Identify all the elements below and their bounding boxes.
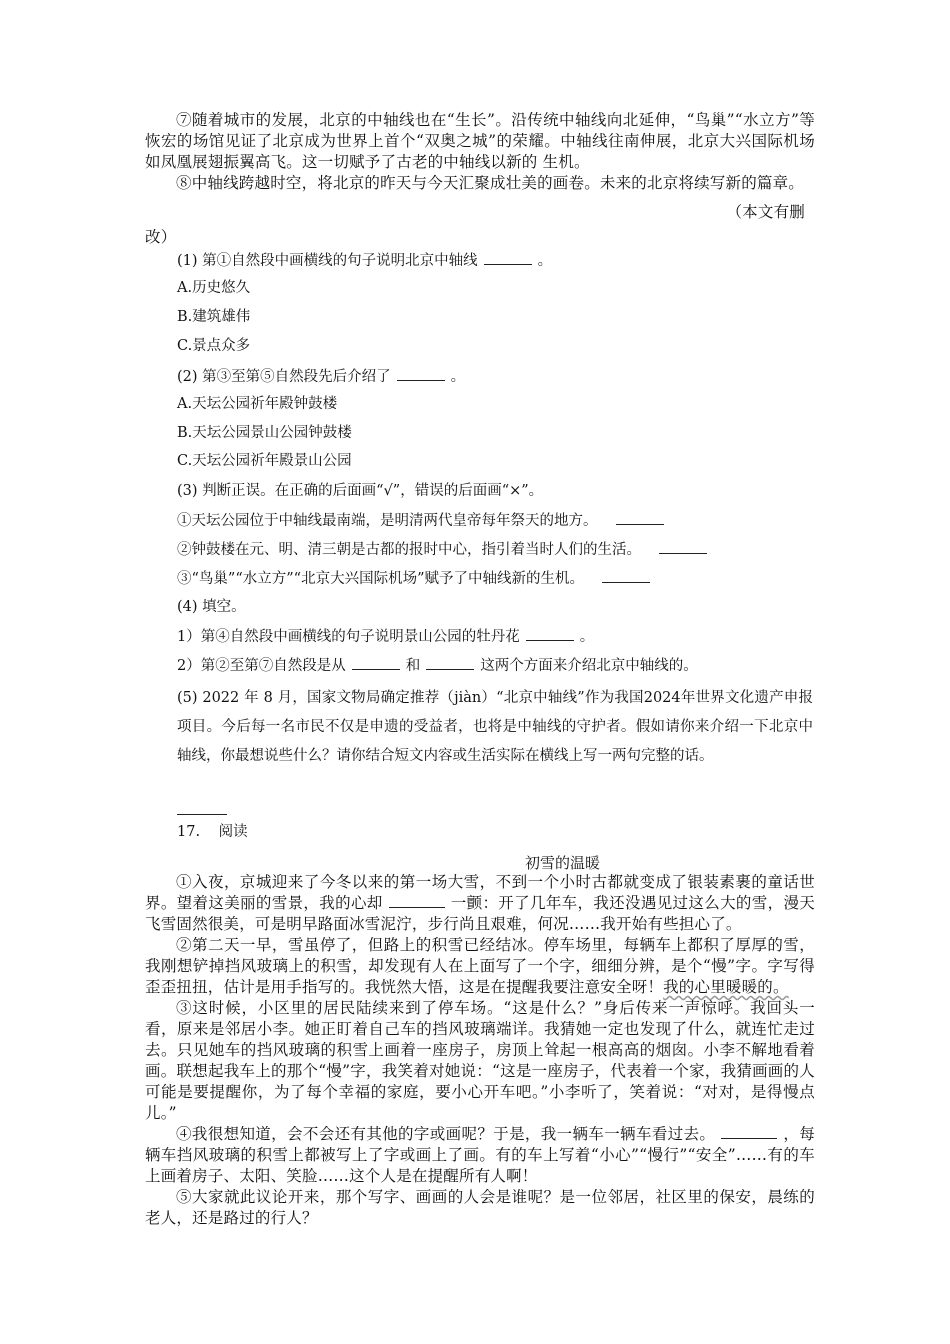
option-c: C.景点众多 (177, 338, 251, 354)
source-note-2: 改） (145, 228, 177, 246)
option-b: B.天坛公园景山公园钟鼓楼 (177, 425, 352, 441)
article-paragraph-2: ②第二天一早，雪虽停了，但路上的积雪已经结冰。停车场里，每辆车上都积了厚厚的雪，我刚想铲掉挡风玻璃上的积雪，却发现有人在上面写了一个字，细细分辨，是个“慢”字。字写得歪歪扭扭，估计是用手指写的。我恍然大悟，这是在提醒我要注意安全呀！我的心里暖暖的。 (145, 936, 815, 996)
answer-blank[interactable] (721, 1124, 777, 1139)
wavy-underlined-sentence: 我的心里暖暖的。 (663, 978, 789, 996)
judgement-item-1: ①天坛公园位于中轴线最南端，是明清两代皇帝每年祭天的地方。 (177, 510, 670, 531)
answer-blank[interactable] (526, 626, 574, 641)
question-3: (3) 判断正误。在正确的后面画“√”，错误的后面画“×”。 (177, 483, 544, 499)
article-body (145, 872, 815, 1229)
paragraph-8: ⑧中轴线跨越时空，将北京的昨天与今天汇聚成壮美的画卷。未来的北京将续写新的篇章。 (176, 174, 805, 192)
question-2: (2) 第③至第⑤自然段先后介绍了 。 (177, 366, 465, 387)
option-c: C.天坛公园祈年殿景山公园 (177, 453, 352, 469)
option-b: B.建筑雄伟 (177, 309, 251, 325)
option-a: A.天坛公园祈年殿钟鼓楼 (177, 396, 338, 412)
article-paragraph-4: ④我很想知道，会不会还有其他的字或画呢？于是，我一辆车一辆车看过去。 ，每辆车挡风玻璃的积雪上都被写上了字或画上了画。有的车上写着“小心”“慢行”“安全”……有的车上画着房子、太阳、笑脸……这个人是在提醒所有人啊！ (145, 1125, 815, 1185)
answer-blank[interactable] (397, 366, 445, 381)
article-paragraph-1: ①入夜，京城迎来了今冬以来的第一场大雪，不到一个小时古都就变成了银装素裹的童话世界。望着这美丽的雪景，我的心却 一颤：开了几年车，我还没遇见过这么大的雪，漫天飞雪固然很美，可是明早路面冰雪泥泞，步行尚且艰难，何况……我开始有些担心了。 (145, 873, 815, 933)
article-title: 初雪的温暖 (525, 854, 601, 872)
paragraph-7: ⑦随着城市的发展，北京的中轴线也在“生长”。沿传统中轴线向北延伸，“鸟巢”“水立方”等恢宏的场馆见证了北京成为世界上首个“双奥之城”的荣耀。中轴线往南伸展，北京大兴国际机场如凤凰展翅振翼高飞。这一切赋予了古老的中轴线以新的 生机。 (145, 111, 815, 171)
passage-continuation (145, 110, 815, 248)
answer-line[interactable] (177, 800, 227, 821)
answer-blank[interactable] (352, 655, 400, 670)
source-note-1: （本文有删 (726, 203, 805, 221)
answer-blank[interactable] (659, 539, 707, 554)
judgement-item-2: ②钟鼓楼在元、明、清三朝是古都的报时中心，指引着当时人们的生活。 (177, 539, 713, 560)
fill-item-2: 2）第②至第⑦自然段是从 和 这两个方面来介绍北京中轴线的。 (177, 655, 698, 676)
question-1: (1) 第①自然段中画横线的句子说明北京中轴线 。 (177, 250, 552, 271)
answer-blank[interactable] (616, 510, 664, 525)
answer-blank[interactable] (389, 893, 445, 908)
question-1-stem: (1) 第①自然段中画横线的句子说明北京中轴线 (177, 253, 478, 269)
answer-blank[interactable] (426, 655, 474, 670)
option-a: A.历史悠久 (177, 280, 251, 296)
question-4: (4) 填空。 (177, 599, 246, 615)
answer-blank[interactable] (484, 250, 532, 265)
article-paragraph-5: ⑤大家就此议论开来，那个写字、画画的人会是谁呢？是一位邻居，社区里的保安，晨练的老人，还是路过的行人？ (145, 1188, 815, 1227)
question-5: (5) 2022 年 8 月，国家文物局确定推荐（jiàn）“北京中轴线”作为我国2024年世界文化遗产申报项目。今后每一名市民不仅是申遗的受益者，也将是中轴线的守护者。假如请你来介绍一下北京中轴线，你最想说些什么？请你结合短文内容或生活实际在横线上写一两句完整的话。 (177, 690, 813, 764)
answer-blank[interactable] (177, 800, 227, 815)
section-number: 17. (177, 824, 201, 840)
answer-blank[interactable] (602, 568, 650, 583)
question-2-stem: (2) 第③至第⑤自然段先后介绍了 (177, 369, 391, 385)
section-label: 阅读 (218, 824, 248, 840)
judgement-item-3: ③“鸟巢”“水立方”“北京大兴国际机场”赋予了中轴线新的生机。 (177, 568, 656, 589)
section-17-header (177, 822, 248, 842)
fill-item-1: 1）第④自然段中画横线的句子说明景山公园的牡丹花 。 (177, 626, 594, 647)
article-paragraph-3: ③这时候，小区里的居民陆续来到了停车场。“这是什么？”身后传来一声惊呼。我回头一看，原来是邻居小李。她正盯着自己车的挡风玻璃端详。我猜她一定也发现了什么，就连忙走过去。只见她车的挡风玻璃的积雪上画着一座房子，房顶上耸起一根高高的烟囱。小李不解地看着画。联想起我车上的那个“慢”字，我笑着对她说：“这是一座房子，代表着一个家，我猜画画的人可能是要提醒你，为了每个幸福的家庭，要小心开车吧。”小李听了，笑着说：“对对，是得慢点儿。” (145, 999, 815, 1122)
